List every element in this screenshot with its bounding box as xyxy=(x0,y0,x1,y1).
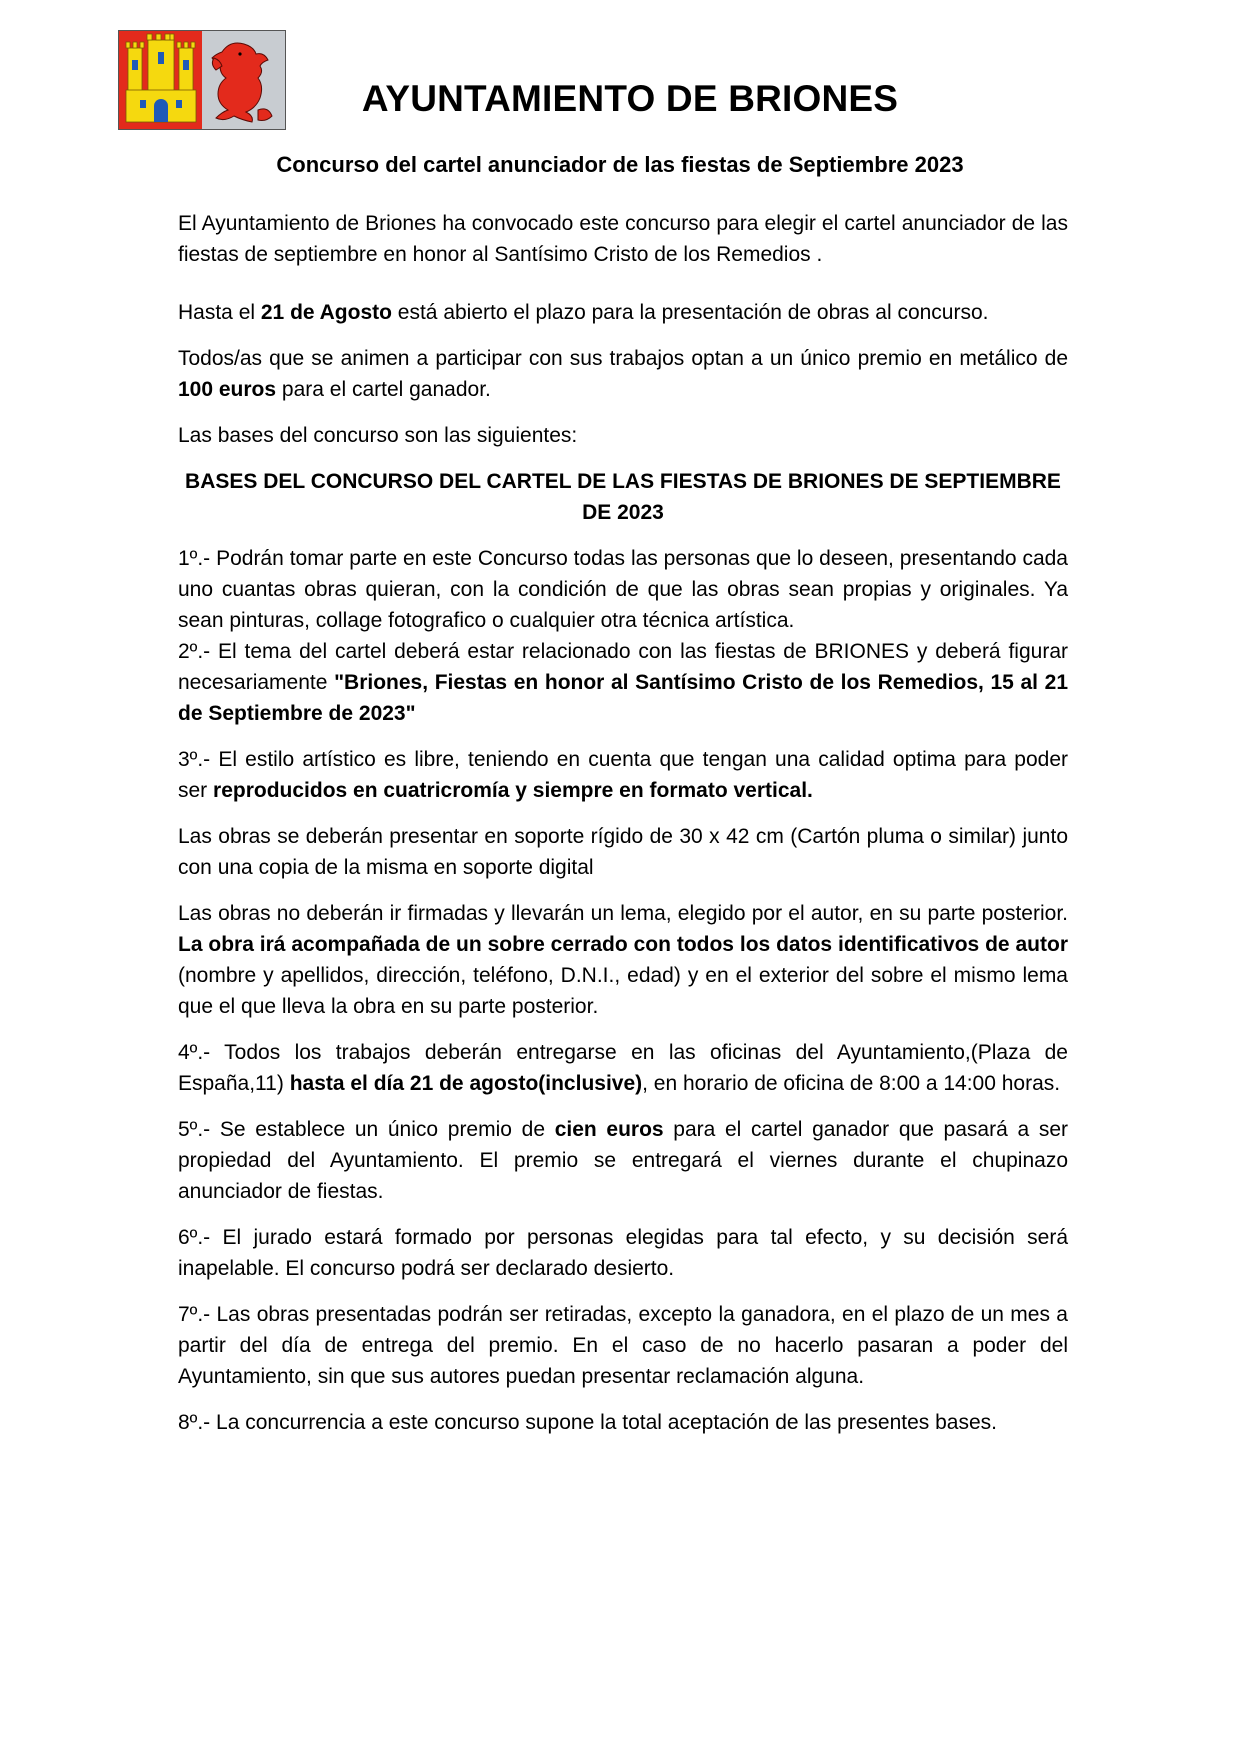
base-1: 1º.- Podrán tomar parte en este Concurso todas las personas que lo deseen, presentando cada uno cuantas obras quieran, con la condición de que las obras sean propias y originales. Ya sean pinturas, collage fotografico o cualquier otra técnica artística. xyxy=(178,547,1068,632)
base-4: 4º.- Todos los trabajos deberán entregarse en las oficinas del Ayuntamiento,(Plaza de España,11) hasta el día 21 de agosto(inclusive), en horario de oficina de 8:00 a 14:00 horas. xyxy=(178,1041,1068,1095)
intro-paragraph-1: El Ayuntamiento de Briones ha convocado este concurso para elegir el cartel anunciador de las fiestas de septiembre en honor al Santísimo Cristo de los Remedios . xyxy=(178,212,1068,266)
base-7: 7º.- Las obras presentadas podrán ser retiradas, excepto la ganadora, en el plazo de un mes a partir del día de entrega del premio. En el caso de no hacerlo pasaran a poder del Ayuntamiento, sin que sus autores puedan presentar reclamación alguna. xyxy=(178,1303,1068,1388)
organization-title: AYUNTAMIENTO DE BRIONES xyxy=(361,78,899,119)
document-title: Concurso del cartel anunciador de las fiestas de Septiembre 2023 xyxy=(276,152,964,177)
coat-of-arms-icon xyxy=(118,30,286,130)
intro-paragraph-4: Las bases del concurso son las siguientes: xyxy=(178,424,578,447)
base-8: 8º.- La concurrencia a este concurso supone la total aceptación de las presentes bases. xyxy=(178,1411,997,1434)
intro-paragraph-2: Hasta el 21 de Agosto está abierto el plazo para la presentación de obras al concurso. xyxy=(178,301,989,324)
base-3-support: Las obras se deberán presentar en soporte rígido de 30 x 42 cm (Cartón pluma o similar) junto con una copia de la misma en soporte digital xyxy=(178,825,1068,879)
bases-heading: BASES DEL CONCURSO DEL CARTEL DE LAS FIESTAS DE BRIONES DE SEPTIEMBRE DE 2023 xyxy=(185,470,1061,524)
intro-paragraph-3: Todos/as que se animen a participar con sus trabajos optan a un único premio en metálico de 100 euros para el cartel ganador. xyxy=(178,347,1068,401)
base-3: 3º.- El estilo artístico es libre, teniendo en cuenta que tengan una calidad optima para poder ser reproducidos en cuatricromía y siempre en formato vertical. xyxy=(178,748,1068,802)
document-body xyxy=(178,208,1068,1453)
base-2: 2º.- El tema del cartel deberá estar relacionado con las fiestas de BRIONES y deberá figurar necesariamente "Briones, Fiestas en honor al Santísimo Cristo de los Remedios, 15 al 21 de Septiembre de 2023" xyxy=(178,640,1068,725)
base-3-signature: Las obras no deberán ir firmadas y llevarán un lema, elegido por el autor, en su parte posterior. La obra irá acompañada de un sobre cerrado con todos los datos identificativos de autor (nombre y apellidos, dirección, teléfono, D.N.I., edad) y en el exterior del sobre el mismo lema que el que lleva la obra en su parte posterior. xyxy=(178,902,1068,1018)
base-5: 5º.- Se establece un único premio de cien euros para el cartel ganador que pasará a ser propiedad del Ayuntamiento. El premio se entregará el viernes durante el chupinazo anunciador de fiestas. xyxy=(178,1118,1068,1203)
base-6: 6º.- El jurado estará formado por personas elegidas para tal efecto, y su decisión será inapelable. El concurso podrá ser declarado desierto. xyxy=(178,1226,1068,1280)
